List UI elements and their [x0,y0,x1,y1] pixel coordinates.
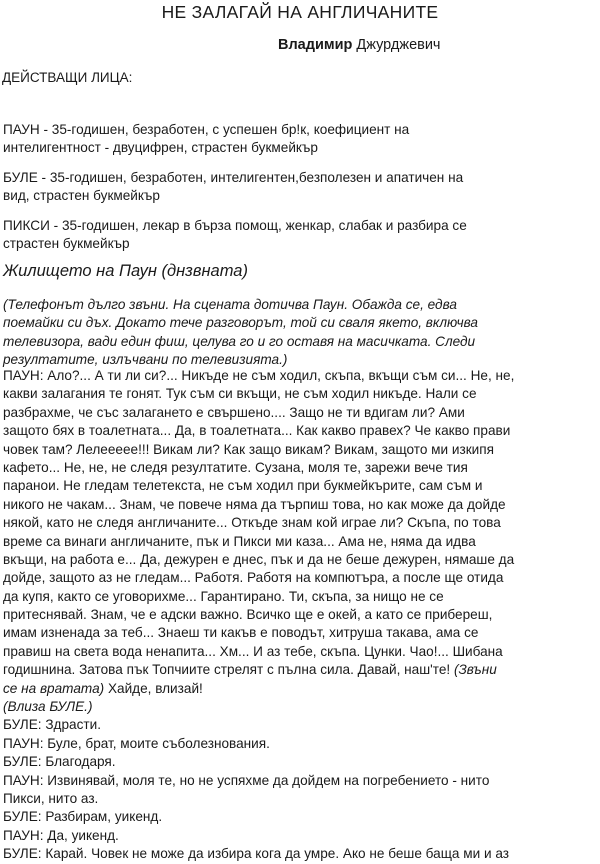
stage-direction-line: телевизора, вади един фиш, целува го и го оставя на масичката. Следи [3,333,476,349]
monologue-line [3,661,514,679]
cast-heading: ДЕЙСТВАЩИ ЛИЦА: [2,70,133,85]
monologue-line: притеснявай. Знам, че е адски важно. Всичко ще е окей, а като се прибереш, [3,607,493,623]
monologue-line: защото бях в тоалетната... Да, в тоалетната... Как какво правех? Че какво прави [3,423,511,439]
monologue-line: кафето... Не, не, не следя резултатите. Сузана, моля те, зарежи вече тия [3,459,468,475]
monologue-line: разбрахме, че със залагането е свършено.... Защо не ти вдигам ли? Ами [3,404,465,420]
monologue-line: какви залагания те гонят. Тук съм си вкъщи, не съм ходил никъде. Нали се [3,386,477,402]
inline-stage-direction: (Звъни [453,662,497,678]
cast-line: интелигентност - двуцифрен, страстен букмейкър [3,140,318,156]
cast-entry-paun [3,121,409,158]
cast-line: ПАУН - 35-годишен, безработен, с успешен бр!к, коефициент на [3,122,410,137]
monologue-line: да купя, както се уговорихме... Гарантирано. Ти, скъпа, за нищо не се [3,588,444,604]
dialogue-line: БУЛЕ: Благодаря. [3,754,116,770]
author-name [278,37,441,53]
dialogue-line: БУЛЕ: Карай. Човек не може да избира кога да умре. Ако не беше баща ми и аз [3,846,509,862]
stage-direction-line: поемайки си дъх. Докато тече разговорът, той си сваля якето, включва [3,315,478,331]
monologue-line: вкъщи, на работа е... Да, дежурен е днес, пък и да не беше дежурен, нямаше да [3,551,515,567]
monologue-line: време са винаги англичаните, пък и Пикси ми каза... Ама не, няма да идва [3,533,476,549]
scene-heading: Жилището на Паун (днзвната) [3,262,248,280]
monologue-line: някой, като не следя англичаните... Откъде знам кой играе ли? Скъпа, по това [3,515,501,531]
paun-monologue [3,367,514,864]
cast-entry-bule [3,169,463,206]
monologue-line: никого не чакам... Знам, че повече няма да търпиш това, но как може да дойде [3,496,506,512]
dialogue-line: БУЛЕ: Здрасти. [3,717,101,733]
monologue-line: ПАУН: Ало?... А ти ли си?... Никъде не съм ходил, скъпа, вкъщи съм си... Не, не, [3,368,515,383]
play-title: НЕ ЗАЛАГАЙ НА АНГЛИЧАНИТЕ [161,2,439,22]
monologue-line: дойде, защото аз не гледам... Работя. Работя на компютъра, а после ще отида [3,570,504,586]
author-first-name: Владимир [278,37,353,53]
author-last-name: Джурджевич [352,37,441,53]
stage-direction [3,296,478,370]
monologue-line: правиш на света вода ненапита... Хм... И аз тебе, скъпа. Цунки. Чао!... Шибана [3,643,503,659]
stage-direction-line: резултатите, излъчвани по телевизията.) [3,352,288,368]
monologue-text: Хайде, влизай! [104,680,203,696]
cast-line: вид, страстен букмейкър [3,188,160,204]
dialogue-line: БУЛЕ: Разбирам, уикенд. [3,809,163,825]
dialogue-line: ПАУН: Буле, брат, моите съболезнования. [3,735,270,751]
monologue-line: човек там? Лелеееее!!! Викам ли? Как защо викам? Викам, защото ми изкипя [3,441,494,457]
stage-direction-line: (Телефонът дълго звъни. На сцената дотичва Паун. Обажда се, едва [3,297,457,312]
monologue-line: имам изненада за теб... Знаеш ти какъв е поводът, хитруша такава, ама се [3,625,479,641]
cast-line: ПИКСИ - 35-годишен, лекар в бърза помощ, женкар, слабак и разбира се [3,218,467,233]
dialogue-line: ПАУН: Да, уикенд. [3,827,119,843]
enter-stage-direction: (Влиза БУЛЕ.) [3,699,93,715]
cast-entry-pixi [3,217,467,254]
monologue-text: годишнина. Затова пък Топчиите стрелят с пълна сила. Давай, наш'те! [3,662,454,678]
dialogue-line: Пикси, нито аз. [3,790,99,806]
monologue-line [3,680,514,698]
inline-stage-direction: се на вратата) [3,680,105,696]
monologue-line: паранои. Не гледам телетекста, не съм ходил при букмейкърите, сам съм и [3,478,483,494]
cast-line: БУЛЕ - 35-годишен, безработен, интелигентен,безполезен и апатичен на [3,170,464,185]
dialogue-line: ПАУН: Извинявай, моля те, но не успяхме да дойдем на погребението - нито [3,772,490,788]
cast-line: страстен букмейкър [3,236,130,252]
